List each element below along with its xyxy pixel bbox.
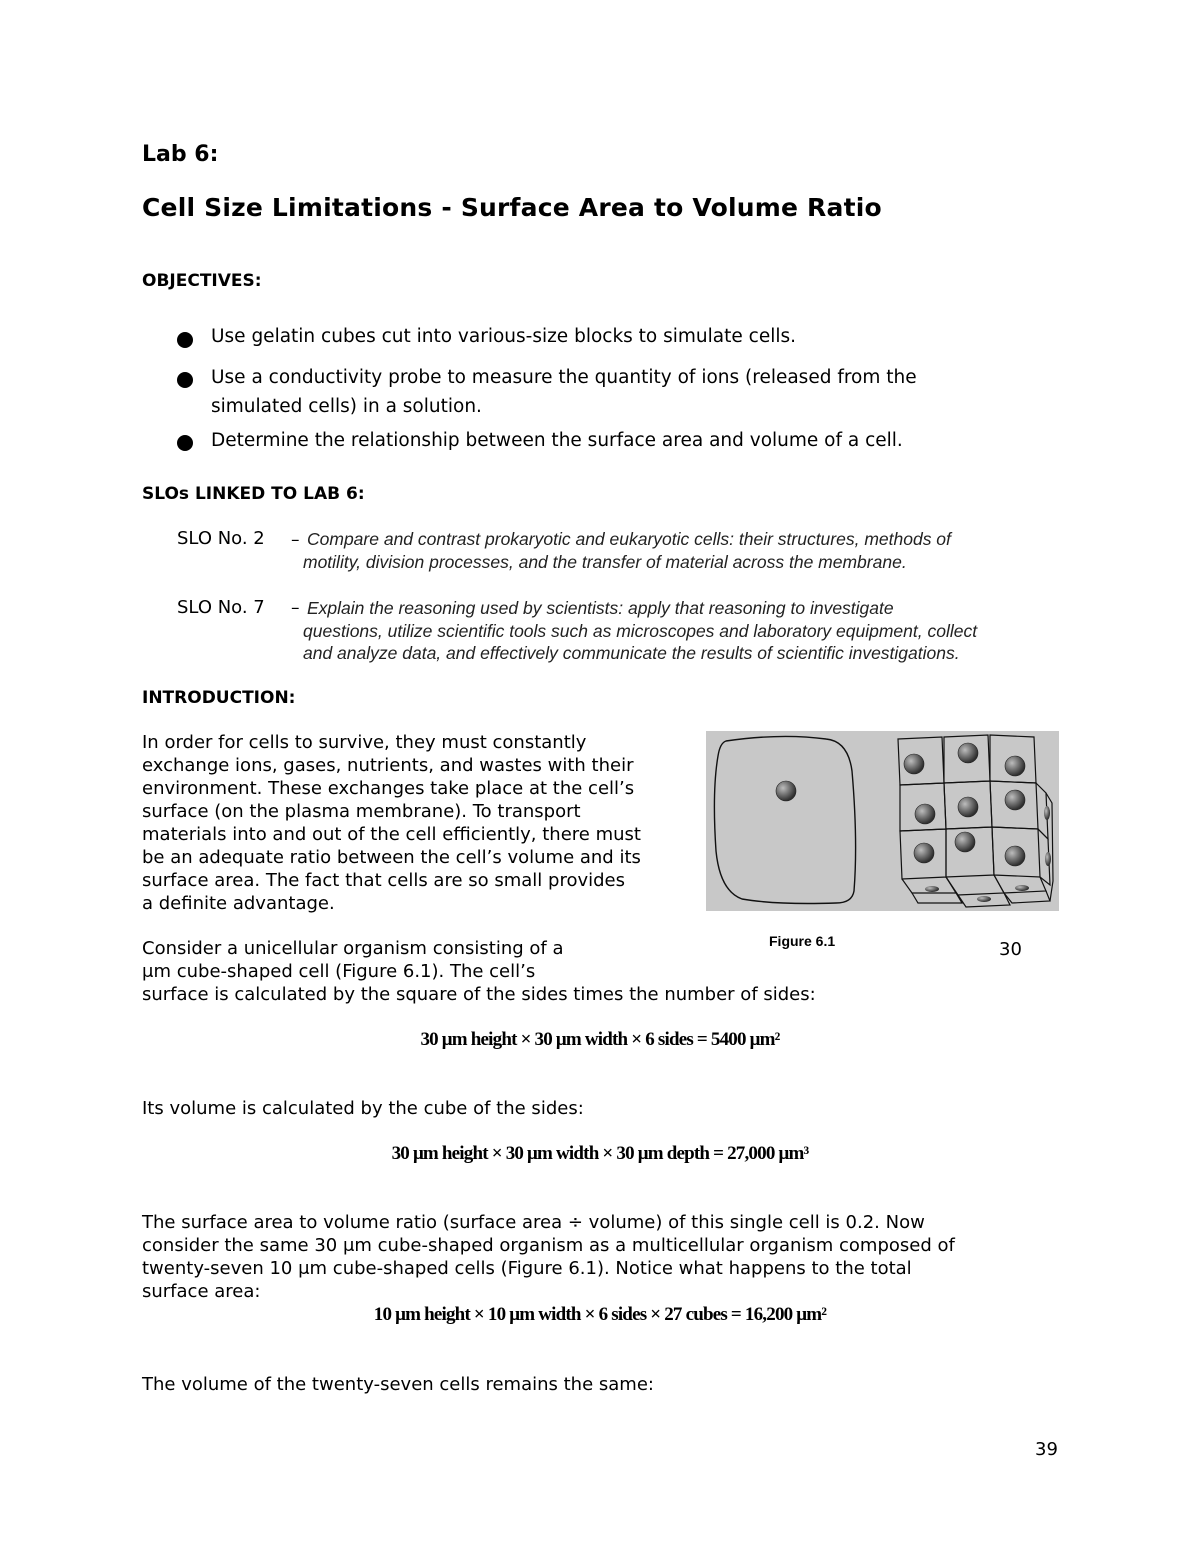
cell-size-number: 30 [999, 939, 1022, 960]
intro-paragraph [142, 731, 641, 915]
slo-label: SLO No. 2 [177, 528, 265, 549]
text-line: exchange ions, gases, nutrients, and wastes with their [142, 755, 634, 776]
lab-number: Lab 6: [142, 142, 219, 167]
slos-heading: SLOs LINKED TO LAB 6: [142, 484, 365, 504]
text-line: μm cube-shaped cell (Figure 6.1). The cell’s [142, 961, 536, 982]
slo-description: and analyze data, and effectively communicate the results of scientific investigations. [303, 643, 960, 663]
text-line: surface is calculated by the square of the sides times the number of sides: [142, 984, 816, 1005]
text-line: surface area: [142, 1281, 261, 1302]
text-line: The volume of the twenty-seven cells remains the same: [142, 1374, 654, 1395]
slo-description: motility, division processes, and the transfer of material across the membrane. [303, 552, 907, 572]
bullet-icon [177, 435, 193, 451]
slo-label: SLO No. 7 [177, 597, 265, 618]
bullet-icon [177, 372, 193, 388]
text-line: surface (on the plasma membrane). To transport [142, 801, 581, 822]
volume-equation: 30 μm height × 30 μm width × 30 μm depth = 27,000 μm³ [391, 1143, 809, 1164]
slo-dash: – [291, 530, 300, 550]
text-line: Consider a unicellular organism consisting of a [142, 938, 564, 959]
figure-cell-diagram [706, 731, 1059, 911]
bullet-icon [177, 332, 193, 348]
multicellular-surface-equation: 10 μm height × 10 μm width × 6 sides × 27 cubes = 16,200 μm² [373, 1304, 827, 1325]
text-line: In order for cells to survive, they must constantly [142, 732, 587, 753]
text-line: be an adequate ratio between the cell’s volume and its [142, 847, 641, 868]
introduction-heading: INTRODUCTION: [142, 688, 296, 708]
cell-cube-illustration [706, 731, 1059, 911]
objective-item-continued: simulated cells) in a solution. [211, 396, 482, 417]
text-line: The surface area to volume ratio (surface area ÷ volume) of this single cell is 0.2. Now [142, 1212, 925, 1233]
figure-caption: Figure 6.1 [769, 933, 836, 949]
objective-item: Use a conductivity probe to measure the quantity of ions (released from the [211, 367, 917, 388]
text-line: Its volume is calculated by the cube of the sides: [142, 1098, 584, 1119]
objectives-heading: OBJECTIVES: [142, 271, 262, 291]
text-line: materials into and out of the cell efficiently, there must [142, 824, 641, 845]
text-line: surface area. The fact that cells are so small provides [142, 870, 626, 891]
text-line: consider the same 30 μm cube-shaped organism as a multicellular organism composed of [142, 1235, 955, 1256]
slo-dash: – [291, 598, 300, 618]
slo-description: Explain the reasoning used by scientists: apply that reasoning to investigate [307, 598, 894, 618]
text-line: twenty-seven 10 μm cube-shaped cells (Figure 6.1). Notice what happens to the total [142, 1258, 912, 1279]
paragraph [142, 1211, 955, 1303]
objective-item: Use gelatin cubes cut into various-size blocks to simulate cells. [211, 326, 796, 347]
text-line: environment. These exchanges take place at the cell’s [142, 778, 635, 799]
objective-item: Determine the relationship between the surface area and volume of a cell. [211, 430, 903, 451]
slo-description: Compare and contrast prokaryotic and eukaryotic cells: their structures, methods of [307, 529, 951, 549]
text-line: a definite advantage. [142, 893, 335, 914]
slo-description: questions, utilize scientific tools such as microscopes and laboratory equipment, collect [303, 621, 978, 641]
page-number: 39 [1035, 1439, 1058, 1460]
page-title: Cell Size Limitations - Surface Area to Volume Ratio [142, 193, 882, 222]
surface-area-equation: 30 μm height × 30 μm width × 6 sides = 5400 μm² [420, 1029, 780, 1050]
